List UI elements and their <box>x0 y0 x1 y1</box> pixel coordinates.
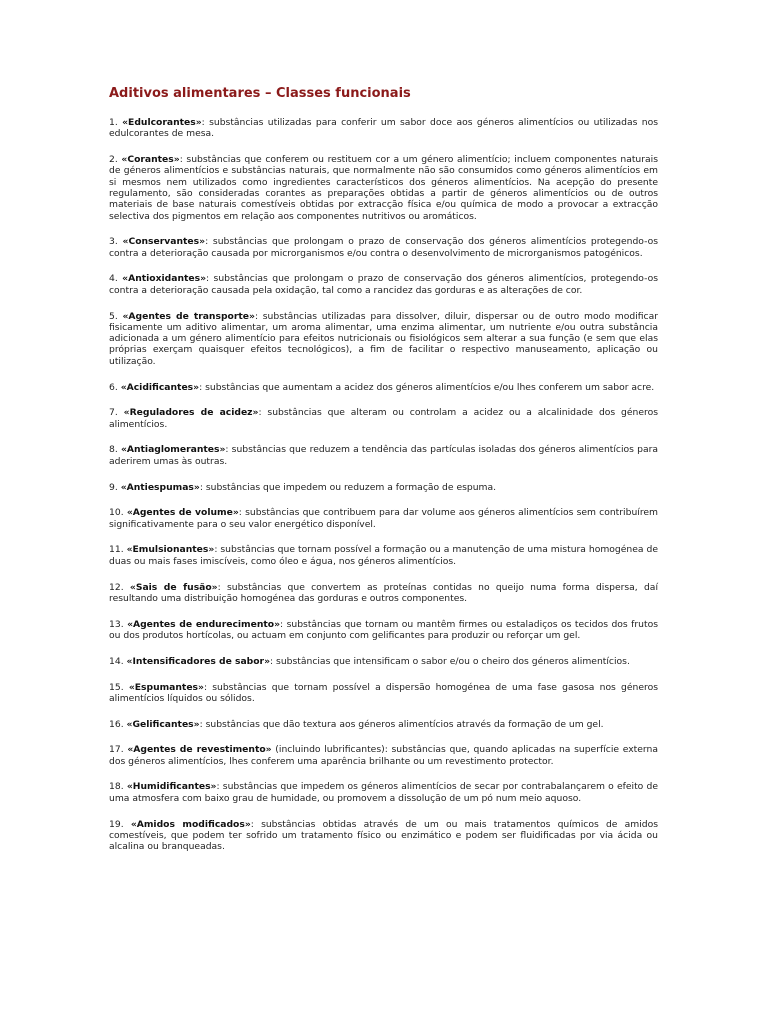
item-definition: : substâncias que convertem as proteínas contidas no queijo numa forma dispersa, daí resultando uma distribuição homogénea das gorduras e outros componentes. <box>109 581 658 604</box>
item-definition: : substâncias que intensificam o sabor e/ou o cheiro dos géneros alimentícios. <box>270 655 630 667</box>
item-term: «Acidificantes» <box>120 381 200 393</box>
item-number: 12. <box>109 581 130 593</box>
item-number: 15. <box>109 681 129 693</box>
item-term: «Agentes de revestimento» <box>127 744 272 756</box>
document-title: Aditivos alimentares – Classes funcionais <box>109 86 411 101</box>
list-item <box>109 656 658 667</box>
item-term: «Antiespumas» <box>120 481 200 493</box>
item-term: «Antiaglomerantes» <box>120 444 226 456</box>
item-number: 8. <box>109 444 121 456</box>
list-item <box>109 117 658 140</box>
item-definition: : substâncias que prolongam o prazo de conservação dos géneros alimentícios, protegendo-os contra a deterioração causada pela oxidação, tal como a rancidez das gorduras e as alterações de cor. <box>109 273 658 296</box>
list-item <box>109 407 658 430</box>
item-definition: : substâncias que aumentam a acidez dos géneros alimentícios e/ou lhes conferem um sabor acre. <box>199 381 655 393</box>
list-item <box>109 236 658 259</box>
item-term: «Humidificantes» <box>126 781 217 793</box>
item-definition: : substâncias obtidas através de um ou mais tratamentos químicos de amidos comestíveis, que podem ter sofrido um tratamento físico ou enzimático e podem ser fluidificadas por via ácida ou alcalina ou branqueadas. <box>109 818 658 853</box>
item-term: «Conservantes» <box>122 236 206 248</box>
list-item <box>109 619 658 642</box>
list-item <box>109 507 658 530</box>
list-item <box>109 781 658 804</box>
item-term: «Emulsionantes» <box>126 544 215 556</box>
item-definition: : substâncias que conferem ou restituem cor a um género alimentício; incluem componentes naturais de géneros alimentícios e substâncias naturais, que normalmente não são consumidos como géneros alimentícios em si mesmos nem utilizados como ingredientes característicos dos géneros alimentícios. Na acepção do presente regulamento, são consideradas corantes as preparações obtidas a partir de géneros alimentícios ou de outros materiais de base naturais comestíveis obtidas por extracção física e/ou química de modo a provocar a extracção selectiva dos pigmentos em relação aos componentes nutritivos ou aromáticos. <box>109 154 658 222</box>
document-page <box>109 85 658 867</box>
item-term: «Corantes» <box>121 154 180 166</box>
item-number: 10. <box>109 507 127 519</box>
item-number: 5. <box>109 310 123 322</box>
list-item <box>109 744 658 767</box>
item-definition: : substâncias que dão textura aos géneros alimentícios através da formação de um gel. <box>199 718 604 730</box>
item-definition: : substâncias que reduzem a tendência das partículas isoladas dos géneros alimentícios para aderirem umas às outras. <box>109 444 658 467</box>
item-number: 6. <box>109 381 121 393</box>
item-term: «Amidos modificados» <box>130 818 251 830</box>
list-item <box>109 382 658 393</box>
item-number: 11. <box>109 544 127 556</box>
item-term: «Reguladores de acidez» <box>123 407 259 419</box>
item-definition: : substâncias utilizadas para conferir um sabor doce aos géneros alimentícios ou utilizadas nos edulcorantes de mesa. <box>109 117 658 140</box>
item-term: «Sais de fusão» <box>129 581 218 593</box>
item-number: 19. <box>109 818 131 830</box>
item-term: «Antioxidantes» <box>122 273 207 285</box>
item-term: «Gelificantes» <box>126 718 200 730</box>
item-number: 7. <box>109 407 124 419</box>
item-definition: : substâncias que impedem ou reduzem a formação de espuma. <box>199 481 497 493</box>
item-definition: : substâncias que tornam possível a dispersão homogénea de uma fase gasosa nos géneros alimentícios líquidos ou sólidos. <box>109 681 658 704</box>
item-definition: : substâncias que impedem os géneros alimentícios de secar por contrabalançarem o efeito de uma atmosfera com baixo grau de humidade, ou promovem a dissolução de um pó num meio aquoso. <box>109 781 658 804</box>
list-item <box>109 544 658 567</box>
item-number: 13. <box>109 618 128 630</box>
item-number: 4. <box>109 273 123 285</box>
item-definition: : substâncias que contribuem para dar volume aos géneros alimentícios sem contribuírem significativamente para o seu valor energético disponível. <box>109 507 658 530</box>
list-item <box>109 682 658 705</box>
item-term: «Agentes de endurecimento» <box>127 618 281 630</box>
item-number: 16. <box>109 718 127 730</box>
item-definition: : substâncias que alteram ou controlam a acidez ou a alcalinidade dos géneros alimentícios. <box>109 407 659 430</box>
item-number: 18. <box>109 781 127 793</box>
item-definition: : substâncias que tornam ou mantêm firmes ou estaladiços os tecidos dos frutos ou dos produtos hortícolas, ou actuam em conjunto com gelificantes para produzir ou reforçar um gel. <box>109 618 658 641</box>
item-number: 1. <box>109 117 123 128</box>
item-number: 17. <box>109 744 128 756</box>
item-number: 3. <box>109 236 123 248</box>
list-item <box>109 273 658 296</box>
list-item <box>109 482 658 493</box>
item-definition: (incluindo lubrificantes): substâncias que, quando aplicadas na superfície externa dos géneros alimentícios, lhes conferem uma aparência brilhante ou um revestimento protector. <box>109 744 658 767</box>
list-item <box>109 444 658 467</box>
item-number: 2. <box>109 154 122 166</box>
item-term: «Agentes de transporte» <box>122 310 255 322</box>
item-definition: : substâncias que prolongam o prazo de conservação dos géneros alimentícios protegendo-os contra a deterioração causada por microrganismos e/ou contra o desenvolvimento de microrganismos patogénicos. <box>109 236 658 259</box>
item-term: «Edulcorantes» <box>122 117 202 128</box>
list-item <box>109 582 658 605</box>
list-item <box>109 819 658 853</box>
item-term: «Agentes de volume» <box>126 507 239 519</box>
item-definition: : substâncias utilizadas para dissolver, diluir, dispersar ou de outro modo modificar fisicamente um aditivo alimentar, um aroma alimentar, uma enzima alimentar, um nutriente e/ou outra substância adicionada a um género alimentício para efeitos nutricionais ou fisiológicos sem alterar a sua função (e sem que elas próprias exerçam quaisquer efeitos tecnológicos), a fim de facilitar o respectivo manuseamento, aplicação ou utilização. <box>109 310 658 367</box>
item-term: «Espumantes» <box>128 681 204 693</box>
item-number: 9. <box>109 481 121 493</box>
item-term: «Intensificadores de sabor» <box>126 655 271 667</box>
functional-classes-list <box>109 117 658 852</box>
list-item <box>109 719 658 730</box>
item-definition: : substâncias que tornam possível a formação ou a manutenção de uma mistura homogénea de duas ou mais fases imiscíveis, como óleo e água, nos géneros alimentícios. <box>109 544 658 567</box>
item-number: 14. <box>109 655 127 667</box>
list-item <box>109 311 658 367</box>
list-item <box>109 154 658 222</box>
